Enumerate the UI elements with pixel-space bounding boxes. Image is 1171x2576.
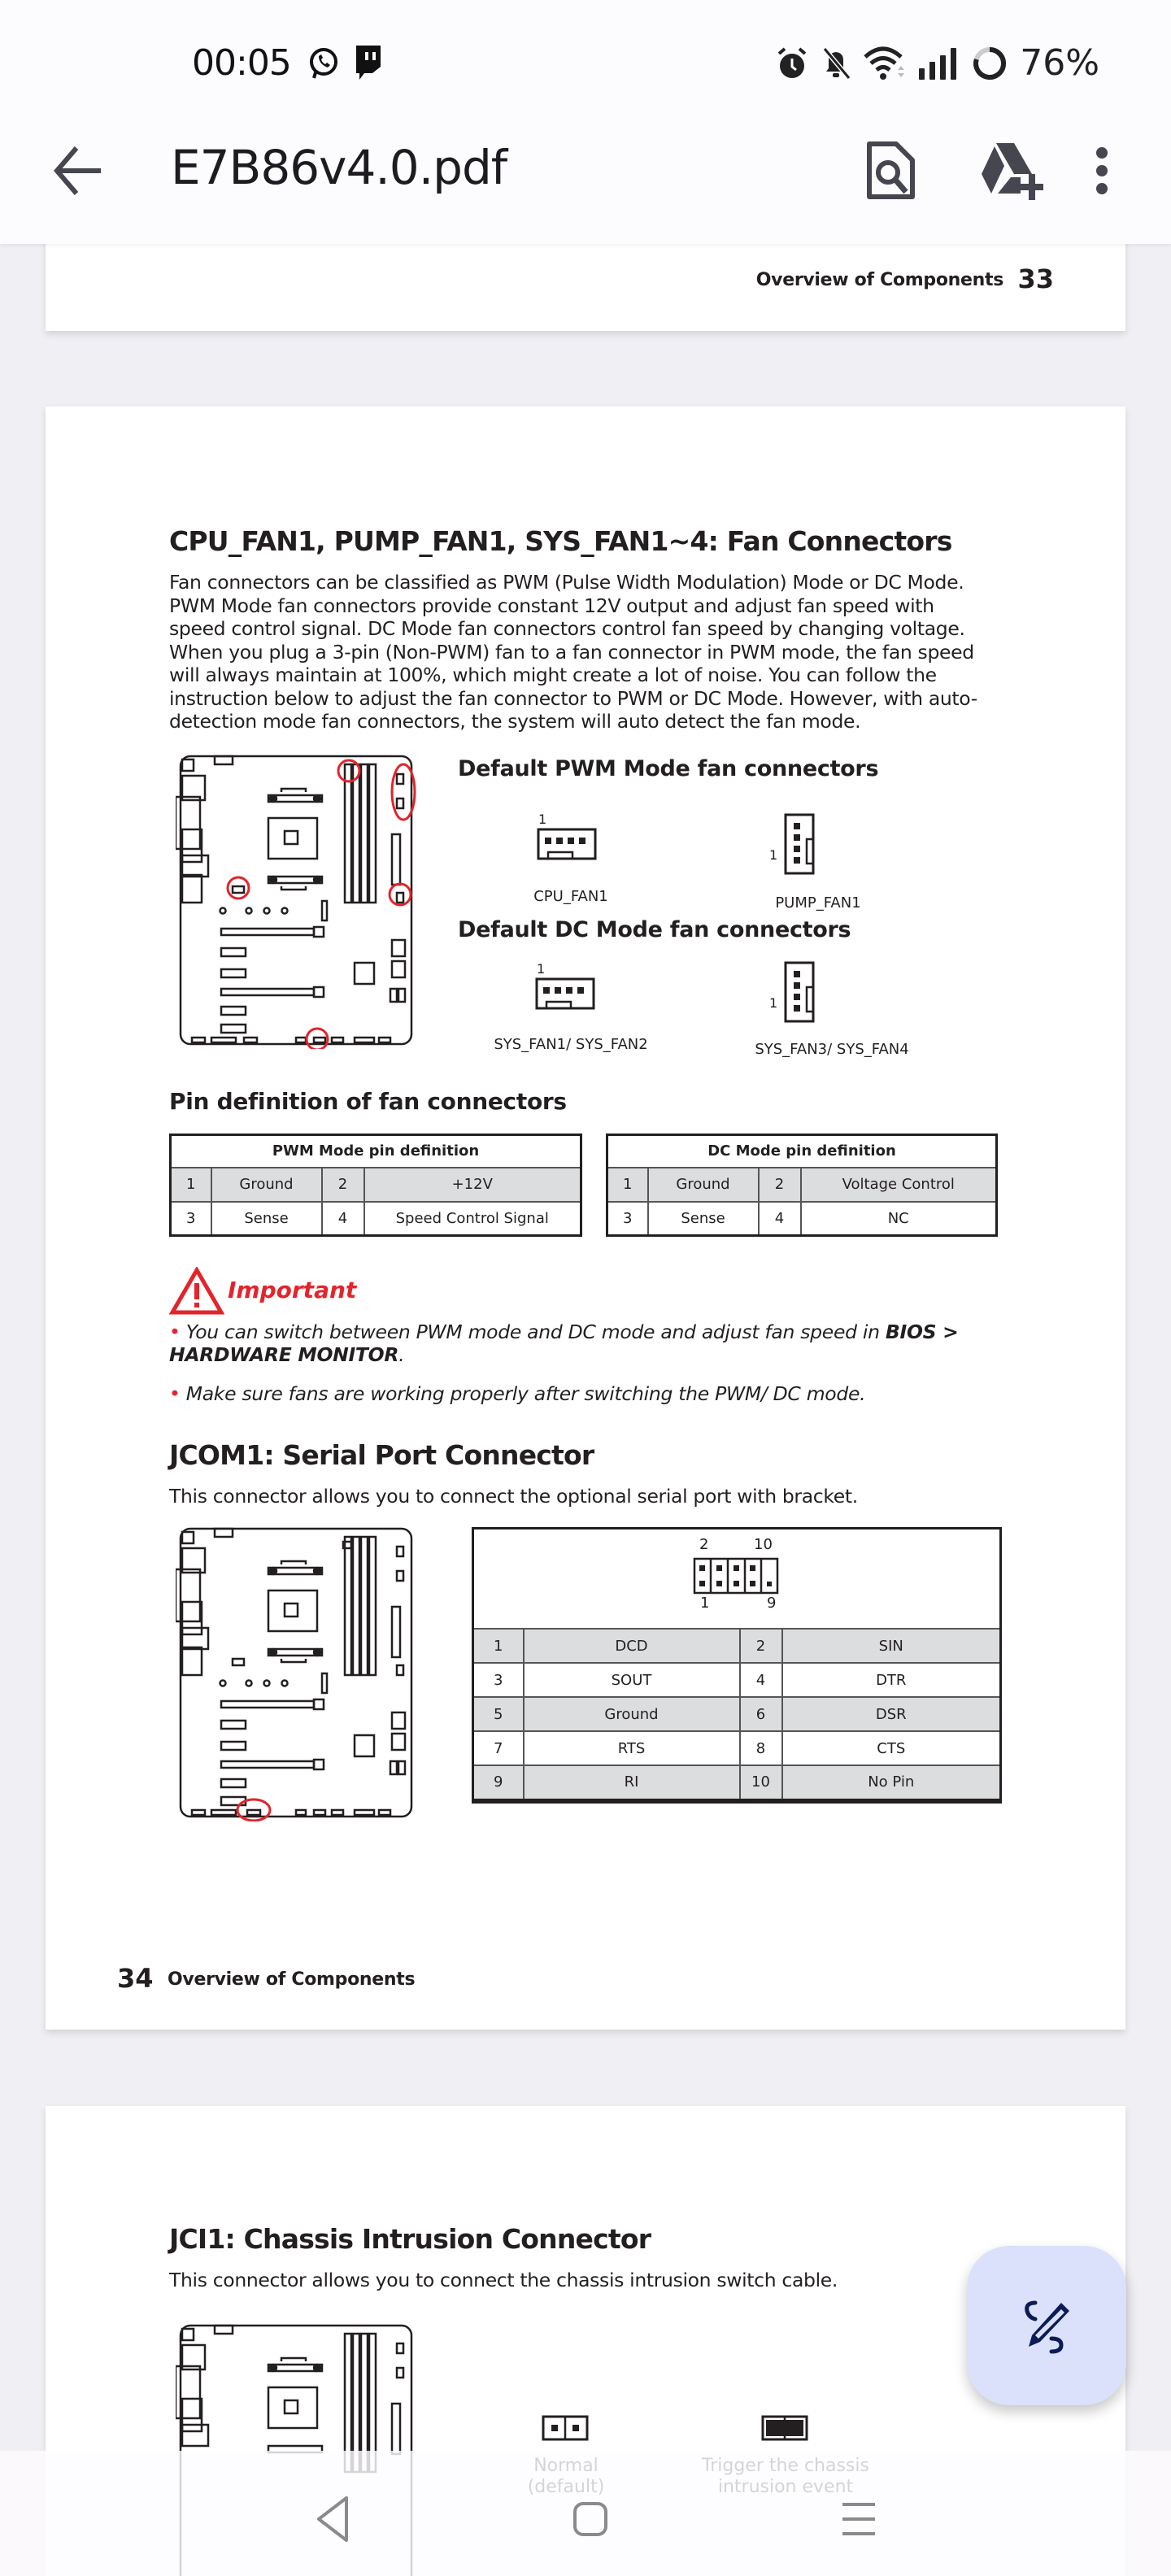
bell-muted-icon: [820, 46, 852, 81]
doc-search-icon: [865, 141, 916, 200]
nav-home-button[interactable]: [558, 2487, 623, 2552]
pin-one-marker: 1: [769, 847, 778, 863]
pin-label-1: 1: [700, 1595, 710, 1612]
pin-label-10: 10: [754, 1536, 773, 1553]
pwm-default-heading: Default PWM Mode fan connectors: [458, 756, 879, 781]
pwm-table-header: PWM Mode pin definition: [171, 1135, 581, 1168]
jcom-section-title: JCOM1: Serial Port Connector: [169, 1439, 594, 1471]
pin-one-marker: 1: [537, 961, 546, 977]
jcom-pin-table: [472, 1628, 1002, 1801]
pin-one-marker: 1: [538, 812, 547, 827]
bullet-dot: •: [169, 1321, 181, 1343]
pin-one-marker: 1: [769, 995, 778, 1011]
sys-fan34-label: SYS_FAN3/ SYS_FAN4: [755, 1041, 909, 1058]
jci-normal-jumper-icon: [542, 2415, 589, 2441]
back-button[interactable]: [52, 141, 104, 200]
signal-icon: [917, 46, 960, 81]
system-nav-bar: [0, 2451, 1171, 2576]
dc-table-header: DC Mode pin definition: [607, 1135, 997, 1168]
fan-section-title: CPU_FAN1, PUMP_FAN1, SYS_FAN1~4: Fan Connectors: [169, 525, 952, 557]
bullet-dot: •: [169, 1382, 181, 1405]
fan-section-paragraph: Fan connectors can be classified as PWM (Pulse Width Modulation) Mode or DC Mode. PWM Mode fan connectors provide constant 12V output and adjust fan speed with speed control signal. DC Mode fan connectors control fan speed by changing voltage. When you plug a 3-pin (Non-PWM) fan to a fan connector in PWM mode, the fan speed will always maintain at 100%, which might create a lot of noise. You can follow the instruction below to adjust the fan connector to PWM or DC Mode. However, with auto- detection mode fan connectors, the system will auto detect the fan mode.: [169, 571, 977, 733]
drive-add-icon: [978, 141, 1047, 200]
warning-triangle-icon: [169, 1267, 224, 1316]
dc-pin-table: [606, 1134, 998, 1237]
table-row: 5 Ground 6 DSR: [473, 1697, 1001, 1731]
app-bar-actions: [829, 137, 1130, 205]
triangle-back-icon: [314, 2495, 353, 2543]
jci-trigger-jumper-icon: [761, 2415, 808, 2441]
status-time: 00:05: [192, 42, 291, 84]
running-head: Overview of Components: [168, 1969, 416, 1990]
battery-percent: 76%: [1020, 42, 1099, 84]
pwm-pin-table: [169, 1134, 582, 1237]
battery-ring-icon: [971, 45, 1008, 82]
table-row: 1 Ground 2 +12V: [171, 1168, 581, 1202]
status-system-icons: [776, 42, 1099, 84]
motherboard-jcom-location-diagram: [176, 1525, 416, 1821]
dc-default-heading: Default DC Mode fan connectors: [458, 917, 851, 942]
status-notification-icons: [307, 44, 384, 83]
table-row: 3 Sense 4 Speed Control Signal: [171, 1202, 581, 1236]
table-row: 3 SOUT 4 DTR: [473, 1663, 1001, 1697]
important-title: Important: [228, 1277, 357, 1303]
pump-fan-label: PUMP_FAN1: [775, 894, 861, 912]
square-home-icon: [572, 2501, 608, 2537]
top-bar: [0, 0, 1171, 244]
draw-annotate-icon: [1017, 2296, 1076, 2355]
more-options-button[interactable]: [1073, 137, 1130, 205]
page-number: 33: [1017, 263, 1054, 294]
recents-lines-icon: [839, 2500, 878, 2539]
sys-fan34-connector-icon: [784, 961, 816, 1025]
table-row: 7 RTS 8 CTS: [473, 1731, 1001, 1765]
nav-recents-button[interactable]: [826, 2487, 891, 2552]
more-vert-icon: [1094, 146, 1110, 195]
cpu-fan-connector-icon: [537, 828, 599, 862]
pump-fan-connector-icon: [784, 813, 816, 877]
alarm-icon: [776, 46, 808, 81]
jci-section-title: JCI1: Chassis Intrusion Connector: [169, 2223, 651, 2255]
jcom-description: This connector allows you to connect the optional serial port with bracket.: [169, 1485, 858, 1508]
document-title: E7B86v4.0.pdf: [171, 140, 507, 195]
important-note-1: • You can switch between PWM mode and DC mode and adjust fan speed in BIOS > HARDWARE MONITOR.: [169, 1321, 959, 1366]
jci-description: This connector allows you to connect the chassis intrusion switch cable.: [169, 2269, 838, 2291]
annotate-fab-button[interactable]: [967, 2246, 1126, 2405]
whatsapp-icon: [307, 46, 340, 81]
cpu-fan-label: CPU_FAN1: [533, 888, 608, 905]
motherboard-fan-locations-diagram: [176, 753, 416, 1049]
pin-definition-heading: Pin definition of fan connectors: [169, 1088, 567, 1115]
important-note-2: • Make sure fans are working properly after switching the PWM/ DC mode.: [169, 1382, 866, 1405]
pin-label-9: 9: [767, 1595, 777, 1612]
pdf-page-34: [46, 407, 1125, 2030]
save-to-drive-button[interactable]: [951, 137, 1073, 205]
sys-fan12-connector-icon: [535, 977, 597, 1012]
pin-label-2: 2: [699, 1536, 709, 1553]
nav-back-button[interactable]: [301, 2487, 366, 2552]
table-row: 1 Ground 2 Voltage Control: [607, 1168, 997, 1202]
table-row: 1 DCD 2 SIN: [473, 1629, 1001, 1663]
serial-header-pin-icon: [693, 1557, 779, 1596]
running-head: Overview of Components: [755, 270, 1003, 290]
find-in-document-button[interactable]: [829, 137, 951, 205]
table-row: 9 RI 10 No Pin: [473, 1765, 1001, 1799]
sys-fan12-label: SYS_FAN1/ SYS_FAN2: [494, 1036, 648, 1053]
twitch-icon: [351, 44, 384, 83]
arrow-left-icon: [52, 141, 104, 200]
table-row: 3 Sense 4 NC: [607, 1202, 997, 1236]
wifi-icon: [864, 46, 906, 81]
page-number: 34: [117, 1963, 154, 1994]
